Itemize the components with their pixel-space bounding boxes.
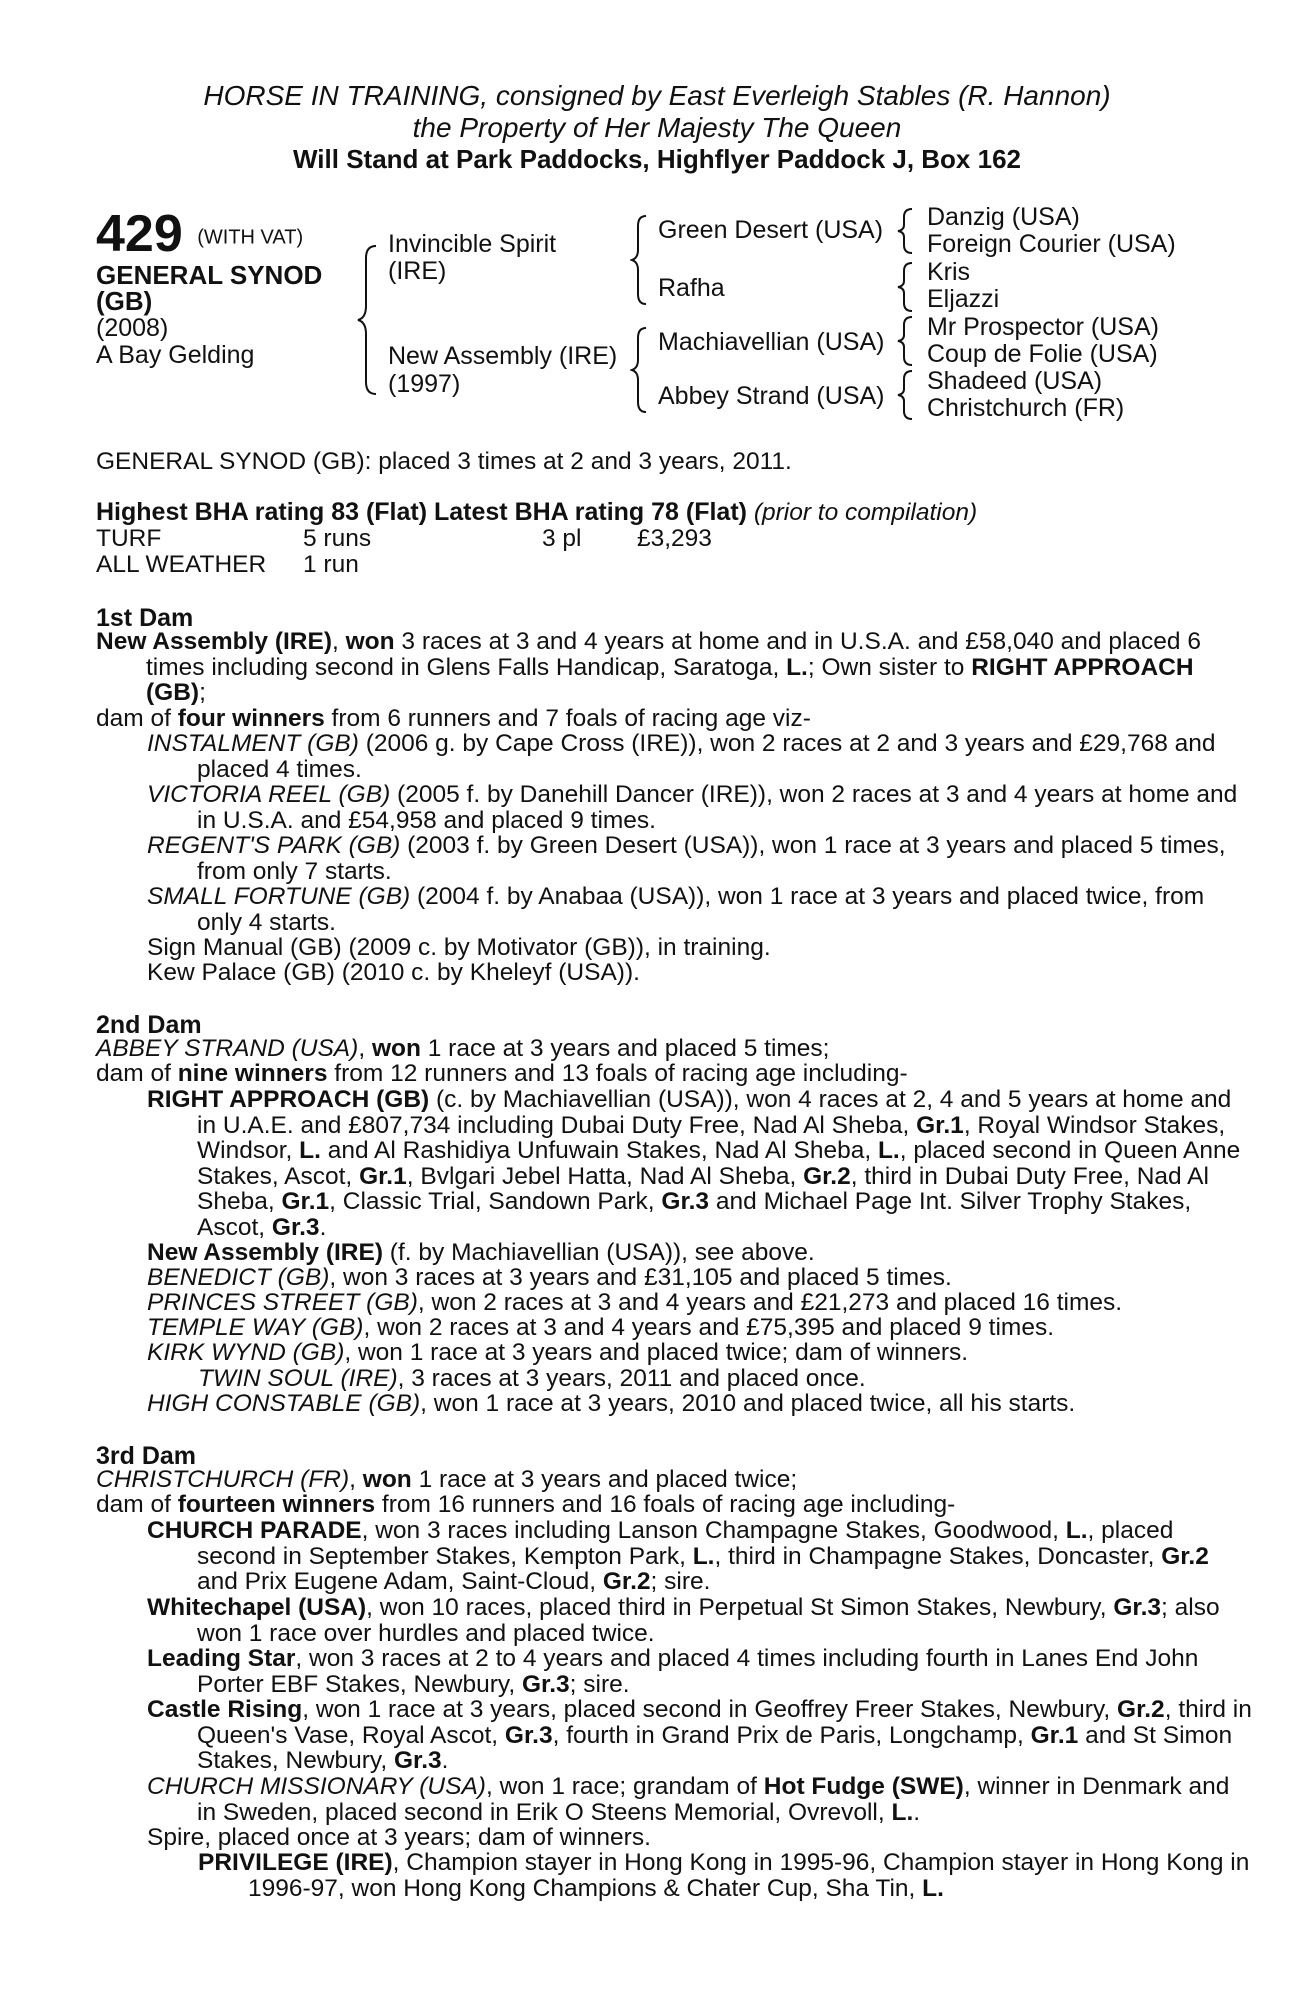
kirk-wynd-text: , won 1 race at 3 years and placed twice; dam of winners. (344, 1339, 969, 1366)
pedigree-dds: Shadeed (USA) (927, 367, 1103, 395)
ls-text: , won 3 races at 2 to 4 years and placed 4 times including fourth in Lanes End John Porter EBF Stakes, Newbury, (197, 1645, 1199, 1698)
pedigree-ssd: Foreign Courier (USA) (927, 230, 1176, 258)
new-assembly-name: New Assembly (IRE) (147, 1239, 383, 1266)
benedict-name: BENEDICT (GB) (147, 1264, 330, 1291)
horse-description: A Bay Gelding (96, 341, 255, 369)
dam1-record-b: ; Own sister to (807, 653, 972, 681)
church-missionary-entry (147, 1774, 1252, 1825)
wc-text: , won 10 races, placed third in Perpetual St Simon Stakes, Newbury, (366, 1594, 1114, 1621)
ratings-note: (prior to compilation) (753, 499, 978, 526)
dam1-won: won (345, 628, 395, 655)
cp-text: ; sire. (650, 1568, 711, 1595)
right-approach-entry (147, 1087, 1252, 1240)
pedigree-brace-dd (896, 368, 916, 422)
dam2-record: ABBEY STRAND (USA), won 1 race at 3 years and placed 5 times; (96, 1035, 830, 1062)
ra-grade: Gr.3 (661, 1188, 710, 1215)
privilege-entry (198, 1850, 1252, 1901)
ra-text: , Classic Trial, Sandown Park, (329, 1188, 662, 1215)
ra-grade: Gr.1 (281, 1188, 330, 1215)
ra-text: , placed second in Queen Anne Stakes, Ascot, (197, 1137, 1241, 1190)
dam3-won: won (362, 1466, 412, 1493)
cm-text: . (913, 1798, 921, 1826)
dam2-produce-c: from 12 runners and 13 foals of racing age including- (327, 1060, 908, 1087)
dam3-heading: 3rd Dam (96, 1442, 197, 1470)
princes-street-entry (147, 1290, 1122, 1316)
dam1-sister: RIGHT APPROACH (GB) (146, 653, 1194, 706)
dam1-record-a: 3 races at 3 and 4 years at home and in U.S.A. and £58,040 and placed 6 times including second in Glens Falls Handicap, Saratoga, (146, 628, 1201, 681)
cr-text: , won 1 race at 3 years, placed second in Geoffrey Freer Stakes, Newbury, (302, 1696, 1118, 1723)
ra-grade: Gr.1 (916, 1111, 964, 1139)
cp-grade: Gr.2 (1161, 1542, 1209, 1570)
privilege-name: PRIVILEGE (IRE) (198, 1849, 393, 1876)
pedigree-sire-origin: (IRE) (388, 257, 447, 285)
ratings-heading: Highest BHA rating 83 (Flat) Latest BHA rating 78 (Flat) (96, 498, 747, 526)
temple-way-text: , won 2 races at 3 and 4 years and £75,395 and placed 9 times. (363, 1314, 1055, 1341)
cr-grade: Gr.2 (1117, 1696, 1165, 1723)
dam1-record: New Assembly (IRE), won 3 races at 3 and 4 years at home and in U.S.A. and £58,040 and placed 6 times including second in Glens Falls Handicap, Saratoga, L.; Own sister to RIGHT APPROACH (GB); (96, 628, 1201, 706)
cp-text: , won 3 races including Lanson Champagne Stakes, Goodwood, (361, 1517, 1066, 1544)
cm-text: , winner in Denmark and in Sweden, placed second in Erik O Steens Memorial, Ovrevoll, (197, 1773, 1230, 1826)
horse-year: (2008) (96, 314, 169, 342)
pedigree-dsd: Coup de Folie (USA) (927, 340, 1158, 368)
ra-text: , Bvlgari Jebel Hatta, Nad Al Sheba, (406, 1162, 804, 1190)
dam2-won: won (371, 1035, 421, 1062)
spire-entry: Spire, placed once at 3 years; dam of winners. (147, 1824, 651, 1851)
turf-runs: 5 runs (303, 525, 372, 552)
dam3-produce-a: dam of (96, 1491, 178, 1518)
offspring-name: VICTORIA REEL (GB) (147, 781, 391, 808)
pedigree-dam-dam: Abbey Strand (USA) (658, 382, 885, 410)
church-parade-name: CHURCH PARADE (147, 1517, 362, 1544)
castle-rising-name: Castle Rising (147, 1696, 303, 1723)
ra-grade: L. (877, 1137, 900, 1164)
cr-text: , third in Queen's Vase, Royal Ascot, (197, 1696, 1252, 1749)
dam3-produce-c: from 16 runners and 16 foals of racing age including- (375, 1491, 956, 1518)
ra-grade: Gr.2 (803, 1162, 851, 1190)
whitechapel-name: Whitechapel (USA) (147, 1594, 367, 1621)
cr-text: . (441, 1747, 449, 1774)
owner-line: the Property of Her Majesty The Queen (412, 112, 902, 143)
dam2-heading: 2nd Dam (96, 1011, 202, 1039)
dam2-produce-a: dam of (96, 1060, 178, 1087)
turf-label: TURF (96, 525, 162, 552)
pr-text: , Champion stayer in Hong Kong in 1995-96, Champion stayer in Hong Kong in 1996-97, won Hong Kong Champions & Chater Cup, Sha Tin, (248, 1849, 1250, 1902)
dam1-produce (96, 706, 1202, 732)
pedigree-brace-sd (896, 260, 916, 314)
dam2-name: ABBEY STRAND (USA) (96, 1035, 359, 1062)
pedigree-brace-ss (896, 206, 916, 256)
dam2-produce-b: nine winners (177, 1060, 328, 1087)
temple-way-entry (147, 1315, 1054, 1341)
pedigree-sire-sire: Green Desert (USA) (658, 216, 884, 244)
ra-text: , Royal Windsor Stakes, Windsor, (197, 1111, 1226, 1164)
dam1-produce-a: dam of (96, 705, 178, 732)
twin-soul-text: , 3 races at 3 years, 2011 and placed once. (397, 1365, 866, 1392)
turf-placed: 3 pl (542, 525, 582, 552)
dam1-offspring-4 (147, 884, 1252, 935)
cr-grade: Gr.1 (1030, 1721, 1079, 1749)
cr-grade: Gr.3 (504, 1721, 553, 1749)
hot-fudge-name: Hot Fudge (SWE) (763, 1773, 964, 1800)
whitechapel-entry (147, 1595, 1252, 1646)
offspring-text: (2003 f. by Green Desert (USA)), won 1 race at 3 years and placed 5 times, from only 7 starts. (197, 832, 1226, 885)
pedigree-brace-ds (896, 314, 916, 368)
cp-text: , third in Champagne Stakes, Doncaster, (714, 1542, 1162, 1570)
offspring-name: REGENT'S PARK (GB) (147, 832, 401, 859)
cr-text: and St Simon Stakes, Newbury, (197, 1721, 1233, 1774)
vat-label: (WITH VAT) (197, 226, 304, 249)
pedigree-dam-sire: Machiavellian (USA) (658, 328, 885, 356)
kirk-wynd-name: KIRK WYND (GB) (147, 1339, 345, 1366)
pr-grade: L. (922, 1874, 944, 1902)
ls-text: ; sire. (569, 1670, 630, 1698)
ra-grade: Gr.1 (359, 1162, 407, 1190)
princes-street-text: , won 2 races at 3 and 4 years and £21,273 and placed 16 times. (417, 1289, 1123, 1316)
consignor-line: HORSE IN TRAINING, consigned by East Everleigh Stables (R. Hannon) (203, 80, 1111, 111)
leading-star-name: Leading Star (147, 1645, 296, 1672)
new-assembly-text: (f. by Machiavellian (USA)), see above. (383, 1239, 815, 1266)
pedigree-dam: New Assembly (IRE) (388, 342, 618, 370)
church-parade-entry (147, 1518, 1252, 1595)
dam1-heading: 1st Dam (96, 604, 194, 632)
offspring-name: SMALL FORTUNE (GB) (147, 883, 411, 910)
kirk-wynd-entry (147, 1340, 968, 1366)
race-summary: GENERAL SYNOD (GB): placed 3 times at 2 and 3 years, 2011. (96, 448, 792, 475)
pedigree-dss: Mr Prospector (USA) (927, 313, 1159, 341)
turf-earnings: £3,293 (637, 525, 712, 552)
pedigree-sire-dam: Rafha (658, 274, 725, 302)
new-assembly-entry (147, 1240, 815, 1266)
ra-grade: L. (299, 1137, 321, 1164)
high-constable-entry (147, 1391, 1075, 1417)
dam1-name: New Assembly (IRE) (96, 628, 332, 655)
church-missionary-name: CHURCH MISSIONARY (USA) (147, 1773, 486, 1800)
twin-soul-entry (198, 1366, 866, 1392)
pedigree-sdd: Eljazzi (927, 285, 1000, 313)
offspring-text: (2005 f. by Danehill Dancer (IRE)), won 2 races at 3 and 4 years at home and in U.S.A. and £54,958 and placed 9 times. (197, 781, 1238, 834)
twin-soul-name: TWIN SOUL (IRE) (198, 1365, 398, 1392)
princes-street-name: PRINCES STREET (GB) (147, 1289, 418, 1316)
dam1-offspring-1 (147, 731, 1252, 782)
dam1-produce-c: from 6 runners and 7 foals of racing age viz- (324, 705, 811, 732)
dam2-produce (96, 1061, 908, 1087)
dam1-other-1: Sign Manual (GB) (2009 c. by Motivator (GB)), in training. (147, 934, 771, 961)
cm-grade: L. (891, 1798, 914, 1826)
aw-runs: 1 run (303, 551, 359, 578)
dam1-offspring-2 (147, 782, 1252, 833)
dam3-record: CHRISTCHURCH (FR), won 1 race at 3 years and placed twice; (96, 1466, 798, 1493)
cp-text: , placed second in September Stakes, Kempton Park, (197, 1517, 1174, 1570)
pedigree-ddd: Christchurch (FR) (927, 394, 1125, 422)
dam3-produce-b: fourteen winners (177, 1491, 376, 1518)
pedigree-dam-year: (1997) (388, 370, 461, 398)
cm-text: , won 1 race; grandam of (485, 1773, 764, 1800)
wc-text: ; also won 1 race over hurdles and placed twice. (197, 1594, 1220, 1647)
high-constable-name: HIGH CONSTABLE (GB) (147, 1390, 421, 1417)
benedict-entry (147, 1265, 952, 1291)
pedigree-brace-main (356, 240, 386, 400)
aw-label: ALL WEATHER (96, 551, 267, 578)
ratings-line (96, 500, 977, 526)
ra-text: (c. by Machiavellian (USA)), won 4 races at 2, 4 and 5 years at home and in U.A.E. and £807,734 including Dubai Duty Free, Nad Al Sheba, (197, 1086, 1232, 1139)
ra-text: , third in Dubai Duty Free, Nad Al Sheba, (197, 1162, 1209, 1215)
right-approach-name: RIGHT APPROACH (GB) (147, 1086, 430, 1113)
temple-way-name: TEMPLE WAY (GB) (147, 1314, 364, 1341)
ra-text: . (319, 1213, 327, 1241)
pedigree-brace-sire (630, 212, 654, 308)
dam2-record-text: 1 race at 3 years and placed 5 times; (420, 1035, 830, 1062)
cp-grade: L. (1065, 1517, 1088, 1544)
dam3-produce (96, 1492, 955, 1518)
dam3-name: CHRISTCHURCH (FR) (96, 1466, 350, 1493)
dam1-record-c: ; (199, 679, 206, 706)
offspring-name: INSTALMENT (GB) (147, 730, 359, 757)
dam3-record-text: 1 race at 3 years and placed twice; (411, 1466, 798, 1493)
leading-star-entry (147, 1646, 1252, 1697)
offspring-text: (2004 f. by Anabaa (USA)), won 1 race at 3 years and placed twice, from only 4 starts. (197, 883, 1205, 936)
horse-origin: (GB) (96, 286, 153, 316)
wc-grade: Gr.3 (1113, 1594, 1162, 1621)
pedigree-brace-dam (630, 324, 654, 416)
cp-grade: L. (692, 1542, 715, 1570)
lot-number-value: 429 (96, 205, 183, 263)
offspring-text: (2006 g. by Cape Cross (IRE)), won 2 races at 2 and 3 years and £29,768 and placed 4 times. (197, 730, 1216, 783)
horse-name: GENERAL SYNOD (96, 260, 323, 290)
castle-rising-entry (147, 1697, 1252, 1774)
stand-location: Will Stand at Park Paddocks, Highflyer Paddock J, Box 162 (293, 144, 1021, 174)
cr-text: , fourth in Grand Prix de Paris, Longchamp, (552, 1721, 1031, 1749)
dam1-listed: L. (786, 653, 808, 681)
cp-text: and Prix Eugene Adam, Saint-Cloud, (197, 1568, 603, 1595)
cp-grade: Gr.2 (602, 1568, 651, 1595)
ra-text: and Michael Page Int. Silver Trophy Stakes, Ascot, (197, 1188, 1192, 1241)
dam1-produce-b: four winners (177, 705, 325, 732)
pedigree-sss: Danzig (USA) (927, 203, 1080, 231)
cr-grade: Gr.3 (393, 1747, 442, 1774)
dam1-offspring-3 (147, 833, 1252, 884)
ra-grade: Gr.3 (271, 1213, 320, 1241)
pedigree-sds: Kris (927, 258, 971, 286)
pedigree-sire: Invincible Spirit (388, 230, 557, 258)
dam1-other-2: Kew Palace (GB) (2010 c. by Kheleyf (USA)). (147, 959, 640, 986)
ls-grade: Gr.3 (521, 1670, 570, 1698)
high-constable-text: , won 1 race at 3 years, 2010 and placed twice, all his starts. (420, 1390, 1076, 1417)
lot-number (96, 206, 303, 265)
benedict-text: , won 3 races at 3 years and £31,105 and placed 5 times. (329, 1264, 952, 1291)
ra-text: and Al Rashidiya Unfuwain Stakes, Nad Al Sheba, (320, 1137, 878, 1164)
